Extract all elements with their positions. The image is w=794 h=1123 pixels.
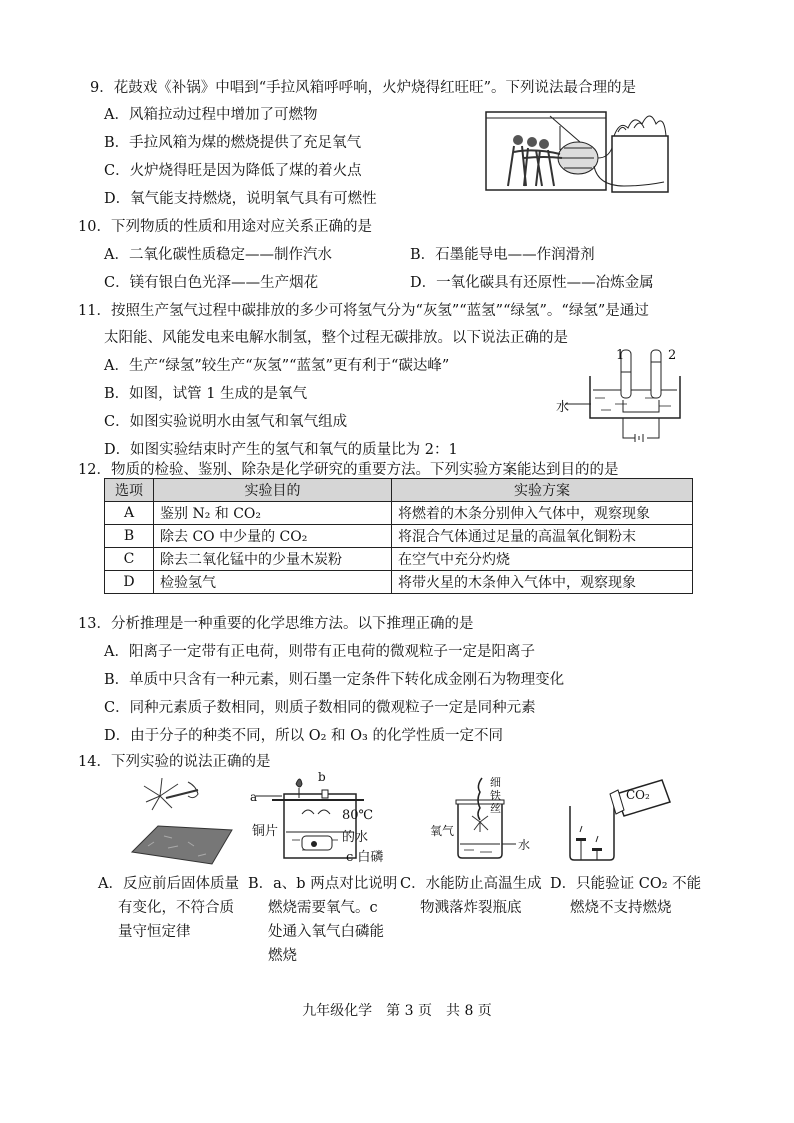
water-label: 水 — [556, 400, 570, 415]
header-plan: 实验方案 — [392, 479, 693, 502]
question-14-option-a: A．反应前后固体质量 有变化，不符合质 量守恒定律 — [98, 876, 239, 940]
co2-pouring-figure — [558, 772, 678, 864]
question-13-option-b: B．单质中只含有一种元素，则石墨一定条件下转化成金刚石为物理变化 — [104, 672, 565, 688]
header-purpose: 实验目的 — [154, 479, 392, 502]
row-d-plan: 将带火星的木条伸入气体中，观察现象 — [392, 571, 693, 594]
question-10-option-b: B．石墨能导电——作润滑剂 — [410, 247, 595, 263]
label-oxygen: 氧气 — [430, 824, 455, 838]
question-10-stem: 10．下列物质的性质和用途对应关系正确的是 — [78, 219, 372, 235]
tube-1-label: 1 — [616, 348, 625, 363]
question-9-stem: 9．花鼓戏《补锅》中唱到“手拉风箱呼呼响，火炉烧得红旺旺”。下列说法最合理的是 — [90, 80, 637, 96]
row-a-purpose: 鉴别 N₂ 和 CO₂ — [154, 502, 392, 525]
iron-wire-burning-figure — [428, 774, 531, 862]
question-14-stem: 14．下列实验的说法正确的是 — [78, 754, 271, 770]
header-option: 选项 — [105, 479, 154, 502]
tube-2-label: 2 — [668, 348, 677, 363]
label-co2: CO₂ — [626, 788, 650, 802]
table-row — [105, 502, 693, 525]
experiment-table — [104, 478, 693, 594]
label-water-c: 水 — [518, 838, 531, 852]
row-c-purpose: 除去二氧化锰中的少量木炭粉 — [154, 548, 392, 571]
question-11-stem-line2: 太阳能、风能发电来电解水制氢，整个过程无碳排放。以下说法正确的是 — [104, 330, 568, 346]
label-white-phosphorus: c 白磷 — [346, 850, 384, 865]
question-9-option-b: B．手拉风箱为煤的燃烧提供了充足氧气 — [104, 135, 362, 151]
question-11-option-d: D．如图实验结束时产生的氢气和氧气的质量比为 2：1 — [104, 442, 458, 458]
question-9-option-c: C．火炉烧得旺是因为降低了煤的着火点 — [104, 163, 362, 179]
row-c-option: C — [105, 548, 154, 571]
question-14-option-d: D．只能验证 CO₂ 不能 燃烧不支持燃烧 — [550, 876, 702, 916]
row-b-plan: 将混合气体通过足量的高温氧化铜粉末 — [392, 525, 693, 548]
table-row — [105, 525, 693, 548]
row-d-purpose: 检验氢气 — [154, 571, 392, 594]
question-13-option-a: A．阳离子一定带有正电荷，则带有正电荷的微观粒子一定是阳离子 — [104, 644, 535, 660]
page-footer: 九年级化学 第 3 页 共 8 页 — [302, 1003, 492, 1019]
row-b-option: B — [105, 525, 154, 548]
question-14-option-b: B．a、b 两点对比说明 燃烧需要氧气。c 处通入氧气白磷能 燃烧 — [248, 876, 398, 964]
question-10-option-a: A．二氧化碳性质稳定——制作汽水 — [104, 247, 332, 263]
bellows-illustration — [484, 106, 674, 194]
question-13-stem: 13．分析推理是一种重要的化学思维方法。以下推理正确的是 — [78, 616, 474, 632]
row-c-plan: 在空气中充分灼烧 — [392, 548, 693, 571]
question-9-option-a: A．风箱拉动过程中增加了可燃物 — [104, 107, 318, 123]
question-11-option-b: B．如图，试管 1 生成的是氧气 — [104, 386, 308, 402]
row-b-purpose: 除去 CO 中少量的 CO₂ — [154, 525, 392, 548]
question-14-option-c: C．水能防止高温生成 物溅落炸裂瓶底 — [400, 876, 542, 916]
label-water: 的水 — [342, 830, 369, 845]
row-a-plan: 将燃着的木条分别伸入气体中，观察现象 — [392, 502, 693, 525]
question-11-stem-line1: 11．按照生产氢气过程中碳排放的多少可将氢气分为“灰氢”“蓝氢”“绿氢”。“绿氢”是通过 — [78, 303, 649, 319]
table-row — [105, 571, 693, 594]
question-11-option-c: C．如图实验说明水由氢气和氧气组成 — [104, 414, 348, 430]
label-b: b — [318, 770, 326, 784]
question-13-option-d: D．由于分子的种类不同，所以 O₂ 和 O₃ 的化学性质一定不同 — [104, 728, 503, 744]
label-a: a — [250, 790, 258, 804]
label-copper-sheet: 铜片 — [252, 824, 279, 839]
question-10-option-d: D．一氧化碳具有还原性——冶炼金属 — [410, 275, 654, 291]
row-d-option: D — [105, 571, 154, 594]
question-11-option-a: A．生产“绿氢”较生产“灰氢”“蓝氢”更有利于“碳达峰” — [104, 358, 450, 374]
question-9-option-d: D．氧气能支持燃烧，说明氧气具有可燃性 — [104, 191, 377, 207]
table-header-row — [105, 479, 693, 502]
row-a-option: A — [105, 502, 154, 525]
burning-magnesium-figure — [128, 776, 238, 868]
question-13-option-c: C．同种元素质子数相同，则质子数相同的微观粒子一定是同种元素 — [104, 700, 536, 716]
table-row — [105, 548, 693, 571]
question-10-option-c: C．镁有银白色光泽——生产烟花 — [104, 275, 319, 291]
question-12-stem: 12．物质的检验、鉴别、除杂是化学研究的重要方法。下列实验方案能达到目的的是 — [78, 462, 619, 478]
label-fine-iron-wire: 细铁丝 — [490, 776, 501, 815]
label-80c: 80℃ — [342, 808, 374, 823]
